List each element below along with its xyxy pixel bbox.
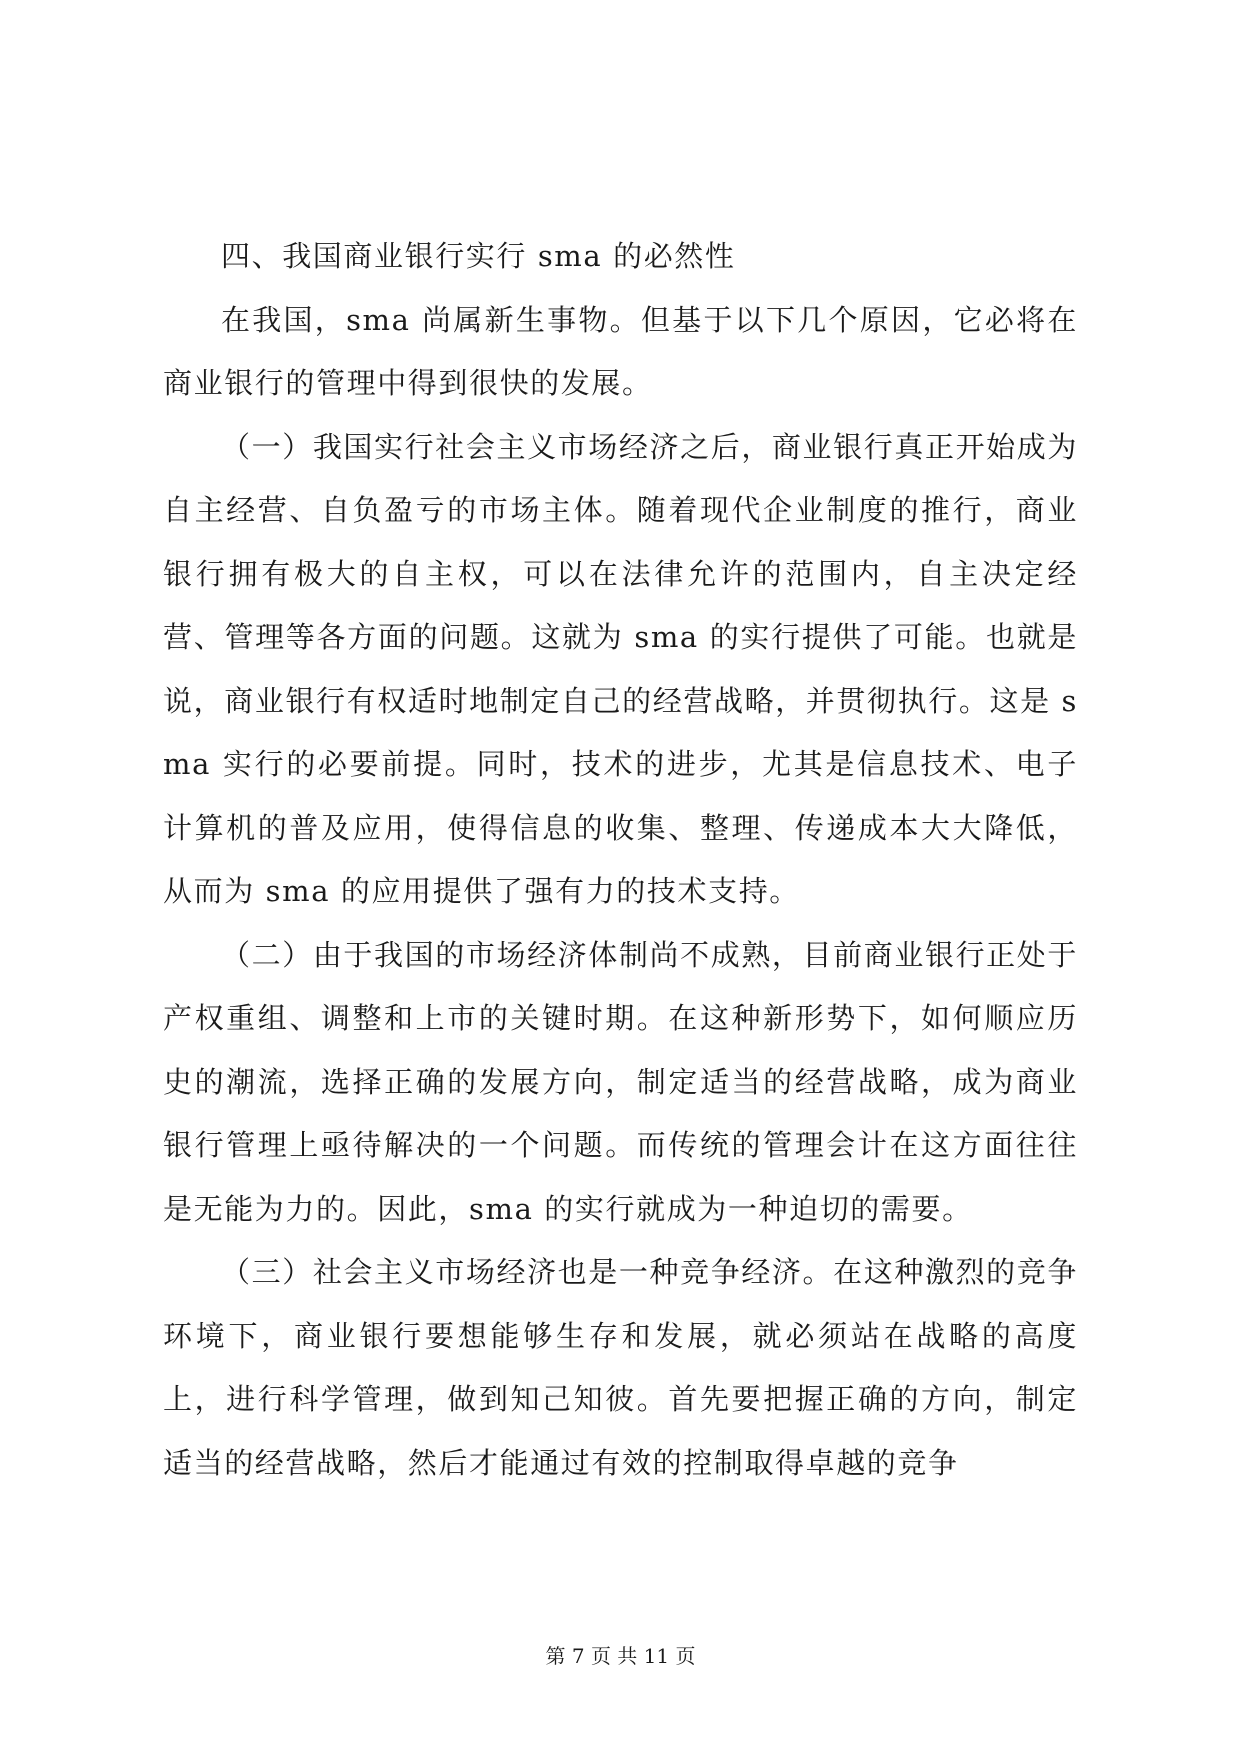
paragraph-reason-3: （三）社会主义市场经济也是一种竞争经济。在这种激烈的竞争环境下，商业银行要想能够生存和发展，就必须站在战略的高度上，进行科学管理，做到知己知彼。首先要把握正确的方向，制定适当的经营战略，然后才能通过有效的控制取得卓越的竞争 (163, 1255, 1078, 1480)
page-number-footer: 第 7 页 共 11 页 (545, 1644, 696, 1668)
paragraph-reason-2: （二）由于我国的市场经济体制尚不成熟，目前商业银行正处于产权重组、调整和上市的关键时期。在这种新形势下，如何顺应历史的潮流，选择正确的发展方向，制定适当的经营战略，成为商业银行管理上亟待解决的一个问题。而传统的管理会计在这方面往往是无能为力的。因此，sma 的实行就成为一种迫切的需要。 (163, 937, 1078, 1226)
section-heading: 四、我国商业银行实行 sma 的必然性 (221, 239, 736, 273)
document-body (163, 225, 1078, 1495)
paragraph-reason-1: （一）我国实行社会主义市场经济之后，商业银行真正开始成为自主经营、自负盈亏的市场主体。随着现代企业制度的推行，商业银行拥有极大的自主权，可以在法律允许的范围内，自主决定经营、管理等各方面的问题。这就为 sma 的实行提供了可能。也就是说，商业银行有权适时地制定自己的经营战略，并贯彻执行。这是 sma 实行的必要前提。同时，技术的进步，尤其是信息技术、电子计算机的普及应用，使得信息的收集、整理、传递成本大大降低，从而为 sma 的应用提供了强有力的技术支持。 (163, 429, 1078, 908)
paragraph-intro: 在我国，sma 尚属新生事物。但基于以下几个原因，它必将在商业银行的管理中得到很快的发展。 (163, 302, 1078, 400)
